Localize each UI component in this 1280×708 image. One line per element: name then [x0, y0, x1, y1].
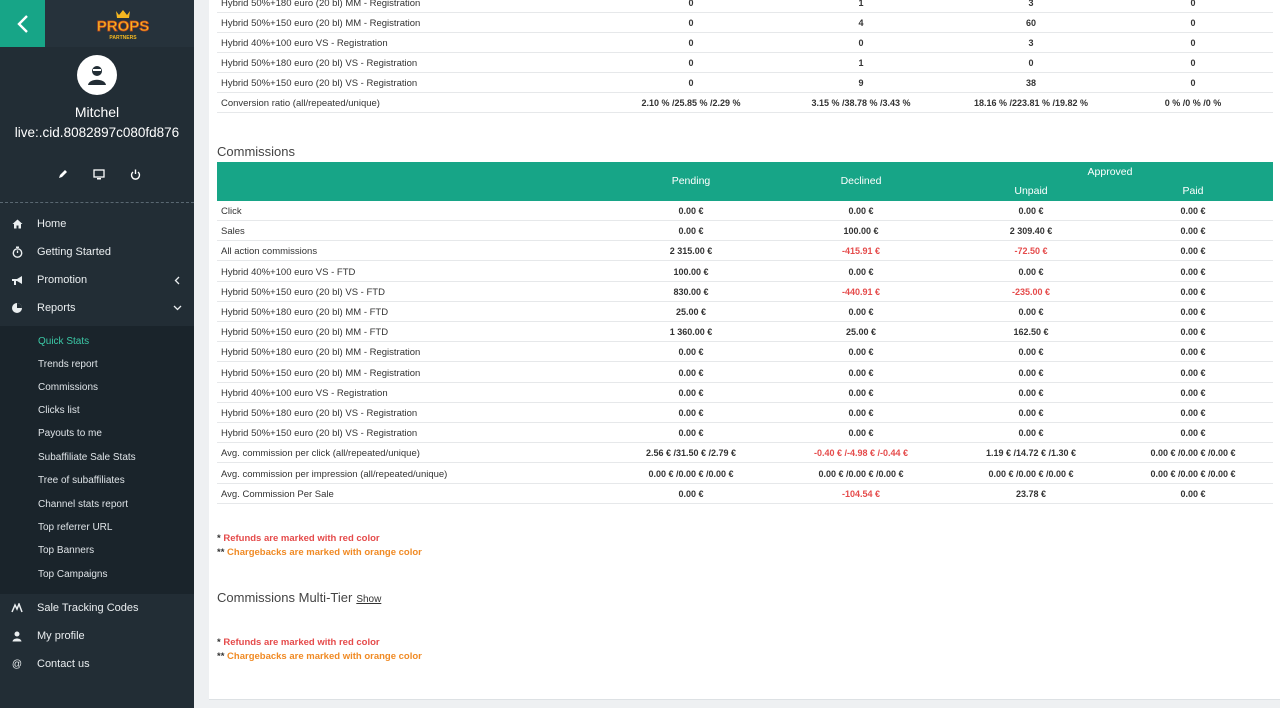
row-label: Avg. Commission Per Sale	[221, 488, 334, 500]
cell: 0.00 €	[848, 307, 874, 317]
cell: 0	[688, 38, 694, 48]
row-label: Hybrid 50%+150 euro (20 bl) VS - Registration	[221, 78, 418, 89]
table-row	[217, 73, 1273, 93]
row-label: Hybrid 50%+150 euro (20 bl) MM - Registration	[221, 18, 421, 29]
cell: 100.00 €	[673, 266, 709, 277]
cell: 38	[1025, 78, 1036, 88]
row-label: Hybrid 50%+180 euro (20 bl) MM - Registration	[221, 0, 421, 9]
cell: 0.00 €	[1180, 367, 1206, 378]
cell: 0.00 €	[1018, 408, 1044, 418]
table-row	[217, 464, 1273, 484]
table-row	[217, 342, 1273, 362]
cell: 0.00 €	[678, 488, 704, 499]
cell: 0	[688, 58, 694, 68]
cell: 0.00 €	[678, 206, 704, 216]
chargebacks-note-text: Chargebacks are marked with orange color	[227, 547, 422, 558]
cell: 0.00 €	[1180, 327, 1206, 338]
row-label: Hybrid 40%+100 euro VS - FTD	[221, 266, 356, 278]
cell: 0.00 €	[848, 347, 874, 358]
cell: 1 360.00 €	[669, 327, 713, 338]
chargebacks-note	[217, 651, 422, 662]
note-marker: **	[217, 547, 225, 558]
cell: 830.00 €	[673, 286, 709, 297]
submenu-top-referrer-url[interactable]: Top referrer URL	[38, 522, 113, 533]
submenu-clicks-list[interactable]: Clicks list	[38, 405, 80, 416]
cell: 18.16 % /223.81 % /19.82 %	[973, 98, 1089, 108]
table-row	[217, 13, 1273, 33]
submenu-subaffiliate-sale-stats[interactable]: Subaffiliate Sale Stats	[38, 452, 136, 463]
props-partners-logo[interactable]	[78, 9, 168, 41]
cell: 0.00 €	[1018, 266, 1044, 277]
table-row	[217, 221, 1273, 241]
cell: -0.40 € /-4.98 € /-0.44 €	[813, 448, 909, 459]
table-row	[217, 302, 1273, 322]
cell: 0.00 €	[1180, 347, 1206, 358]
at-icon: @	[11, 658, 23, 670]
row-label: Hybrid 50%+180 euro (20 bl) MM - Registration	[221, 347, 421, 359]
header-approved: Approved	[1087, 166, 1133, 178]
user-avatar-icon	[86, 64, 108, 86]
monitor-icon	[93, 169, 105, 180]
cell: -235.00 €	[1011, 286, 1051, 297]
cell: 0.00 € /0.00 € /0.00 €	[1150, 468, 1236, 479]
cell: 0.00 €	[848, 408, 874, 418]
cell: 0.00 € /0.00 € /0.00 €	[988, 468, 1074, 479]
pie-chart-icon	[10, 301, 24, 315]
cell: 0.00 €	[678, 387, 704, 398]
note-marker: **	[217, 651, 225, 662]
row-label: Conversion ratio (all/repeated/unique)	[221, 98, 380, 109]
cell: 0.00 €	[848, 367, 874, 378]
sidebar	[0, 0, 194, 708]
cell: 9	[858, 78, 864, 88]
cell: 0.00 €	[1018, 307, 1044, 317]
cell: 0.00 €	[1180, 488, 1206, 499]
cell: 0.00 €	[1018, 206, 1044, 216]
commissions-table-header	[217, 162, 1273, 201]
header-pending: Pending	[671, 175, 711, 187]
table-row	[217, 423, 1273, 443]
cell: 0.00 €	[1018, 428, 1044, 439]
submenu-commissions[interactable]: Commissions	[38, 382, 99, 393]
row-label: Hybrid 50%+150 euro (20 bl) VS - FTD	[221, 286, 385, 298]
submenu-top-campaigns[interactable]: Top Campaigns	[38, 569, 108, 580]
nav-promotion-label: Promotion	[37, 274, 88, 286]
cell: 1.19 € /14.72 € /1.30 €	[985, 448, 1077, 459]
row-label: Hybrid 50%+180 euro (20 bl) MM - FTD	[221, 307, 389, 318]
nav-sale-tracking-codes[interactable]	[0, 595, 194, 621]
row-label: All action commissions	[221, 246, 318, 258]
cell: 0	[1190, 0, 1196, 8]
submenu-channel-stats-report[interactable]: Channel stats report	[38, 499, 129, 510]
row-label: Avg. commission per impression (all/repeated/unique)	[221, 468, 448, 480]
cell: 0.00 €	[1018, 367, 1044, 378]
cell: 0.00 € /0.00 € /0.00 €	[648, 468, 734, 479]
header-unpaid: Unpaid	[1014, 185, 1048, 197]
header-paid: Paid	[1182, 185, 1204, 197]
cell: 0.00 €	[1180, 428, 1206, 439]
user-icon	[10, 629, 24, 643]
nav-my-profile[interactable]	[0, 623, 194, 649]
cell: 0.00 €	[678, 367, 704, 378]
chevron-left-icon	[16, 15, 30, 33]
cell: -440.91 €	[841, 286, 881, 297]
sidebar-divider	[0, 202, 194, 203]
chevron-down-icon	[172, 302, 182, 314]
table-row	[217, 383, 1273, 403]
row-label: Avg. commission per click (all/repeated/unique)	[221, 448, 420, 460]
submenu-tree-of-subaffiliates[interactable]: Tree of subaffiliates	[38, 475, 125, 486]
row-label: Click	[221, 206, 242, 217]
row-label: Hybrid 50%+150 euro (20 bl) VS - Registration	[221, 428, 418, 440]
nav-home-label: Home	[37, 218, 67, 230]
home-icon	[10, 217, 24, 231]
cell: 0.00 €	[678, 428, 704, 439]
table-row	[217, 403, 1273, 423]
header-declined: Declined	[840, 175, 882, 187]
nav-my-profile-label: My profile	[37, 630, 85, 642]
cell: 0.00 € /0.00 € /0.00 €	[1150, 448, 1236, 459]
cell: 100.00 €	[843, 226, 879, 237]
cell: 0	[688, 0, 694, 8]
submenu-quick-stats[interactable]: Quick Stats	[38, 336, 90, 347]
cell: 0 % /0 % /0 %	[1164, 98, 1222, 108]
cell: 0.00 €	[848, 206, 874, 216]
cell: 0	[1190, 78, 1196, 88]
cell: 3	[1028, 0, 1034, 8]
multitier-section	[217, 590, 381, 605]
cell: -415.91 €	[841, 246, 881, 257]
refunds-note-text: Refunds are marked with red color	[223, 533, 380, 544]
cell: 0.00 €	[848, 387, 874, 398]
nav-promotion[interactable]	[0, 267, 194, 293]
multitier-title: Commissions Multi-Tier	[217, 590, 353, 605]
row-label: Hybrid 50%+150 euro (20 bl) MM - Registration	[221, 367, 421, 379]
user-name: Mitchel	[74, 104, 120, 120]
cell: 0.00 €	[1180, 206, 1206, 216]
table-row	[217, 33, 1273, 53]
table-row	[217, 93, 1273, 113]
chevron-left-icon	[172, 274, 182, 286]
code-icon	[10, 601, 24, 615]
row-label: Hybrid 50%+180 euro (20 bl) VS - Registration	[221, 408, 418, 419]
cell: 0.00 €	[1180, 408, 1206, 418]
table-row	[217, 443, 1273, 463]
cell: 0.00 €	[1180, 286, 1206, 297]
cell: 0.00 €	[848, 428, 874, 439]
submenu-payouts-to-me[interactable]: Payouts to me	[38, 428, 102, 439]
refunds-note	[217, 533, 380, 544]
note-marker: *	[217, 533, 221, 544]
nav-reports[interactable]	[0, 295, 194, 321]
cell: -104.54 €	[841, 488, 881, 499]
display-settings-button[interactable]	[90, 166, 108, 182]
cell: 2.56 € /31.50 € /2.79 €	[645, 448, 737, 459]
reports-submenu	[0, 326, 194, 594]
cell: -72.50 €	[1014, 246, 1048, 257]
cell: 60	[1025, 18, 1036, 28]
row-label: Hybrid 50%+180 euro (20 bl) VS - Registration	[221, 58, 418, 69]
commissions-title: Commissions	[217, 144, 296, 159]
cell: 0.00 €	[1018, 387, 1044, 398]
chargebacks-note-text: Chargebacks are marked with orange color	[227, 651, 422, 662]
cell: 0	[858, 38, 864, 48]
table-row	[217, 53, 1273, 73]
cell: 0.00 €	[678, 226, 704, 237]
cell: 0	[1190, 58, 1196, 68]
nav-contact-us[interactable]	[0, 651, 194, 677]
bullhorn-icon	[10, 273, 24, 287]
nav-home[interactable]	[0, 211, 194, 237]
cell: 0.00 €	[1180, 307, 1206, 317]
cell: 1	[858, 58, 864, 68]
note-marker: *	[217, 637, 221, 648]
pencil-icon	[58, 169, 68, 179]
cell: 0.00 €	[1180, 246, 1206, 257]
user-actions	[54, 166, 144, 182]
edit-profile-button[interactable]	[54, 166, 72, 182]
cell: 0	[1190, 38, 1196, 48]
cell: 0	[1028, 58, 1034, 68]
cell: 25.00 €	[675, 307, 707, 317]
cell: 162.50 €	[1013, 327, 1049, 338]
nav-reports-label: Reports	[37, 302, 76, 314]
nav-contact-us-label: Contact us	[37, 658, 90, 670]
nav-getting-started[interactable]	[0, 239, 194, 265]
refunds-note	[217, 637, 380, 648]
table-row	[217, 201, 1273, 221]
row-label: Sales	[221, 226, 245, 238]
cell: 0.00 €	[678, 347, 704, 358]
cell: 0.00 €	[1180, 266, 1206, 277]
table-row	[217, 363, 1273, 383]
logout-button[interactable]	[126, 166, 144, 182]
cell: 23.78 €	[1015, 488, 1047, 499]
cell: 2 309.40 €	[1009, 226, 1053, 237]
row-label: Hybrid 40%+100 euro VS - Registration	[221, 38, 388, 49]
multitier-show-link[interactable]: Show	[356, 594, 382, 605]
refunds-note-text: Refunds are marked with red color	[223, 637, 380, 648]
table-row	[217, 322, 1273, 342]
cell: 0.00 €	[1180, 226, 1206, 237]
submenu-trends-report[interactable]: Trends report	[38, 359, 98, 370]
cell: 0	[1190, 18, 1196, 28]
row-label: Hybrid 50%+150 euro (20 bl) MM - FTD	[221, 327, 389, 339]
cell: 0	[688, 78, 694, 88]
svg-text:PROPS: PROPS	[96, 18, 150, 35]
svg-text:PARTNERS: PARTNERS	[109, 35, 137, 41]
cell: 3	[1028, 38, 1034, 48]
cell: 3.15 % /38.78 % /3.43 %	[811, 98, 911, 108]
user-id: live:.cid.8082897c080fd876	[14, 125, 180, 140]
table-row	[217, 0, 1273, 13]
cell: 1	[858, 0, 864, 8]
cell: 0.00 € /0.00 € /0.00 €	[818, 468, 904, 479]
table-row	[217, 241, 1273, 261]
submenu-top-banners[interactable]: Top Banners	[38, 545, 95, 556]
sidebar-header	[0, 0, 194, 47]
avatar	[77, 55, 117, 95]
nav-sale-tracking-codes-label: Sale Tracking Codes	[37, 602, 139, 614]
table-row	[217, 282, 1273, 302]
back-button[interactable]	[0, 0, 45, 47]
cell: 2 315.00 €	[669, 246, 713, 257]
table-row	[217, 484, 1273, 504]
cell: 2.10 % /25.85 % /2.29 %	[641, 98, 741, 108]
cell: 4	[858, 18, 864, 28]
power-icon	[130, 169, 141, 180]
table-row	[217, 262, 1273, 282]
row-label: Hybrid 40%+100 euro VS - Registration	[221, 387, 388, 399]
nav-getting-started-label: Getting Started	[37, 246, 111, 258]
chargebacks-note	[217, 547, 422, 558]
cell: 0.00 €	[1018, 347, 1044, 358]
cell: 0.00 €	[1180, 387, 1206, 398]
cell: 0	[688, 18, 694, 28]
cell: 0.00 €	[678, 408, 704, 418]
cell: 25.00 €	[845, 327, 877, 338]
stopwatch-icon	[10, 245, 24, 259]
cell: 0.00 €	[848, 266, 874, 277]
